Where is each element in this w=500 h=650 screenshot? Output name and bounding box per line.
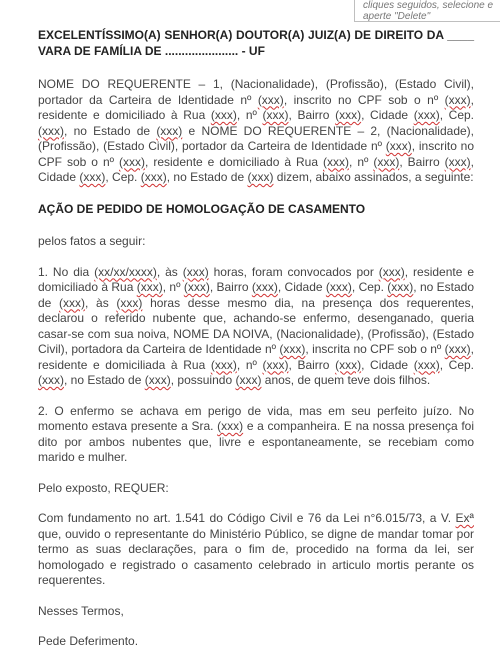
placeholder-field: (xxx) xyxy=(140,170,167,184)
placeholder-field: (xxx) xyxy=(325,280,352,294)
request-paragraph: Com fundamento no art. 1.541 do Código Civil e 76 da Lei n°6.015/73, a V. Exª que, ouvido o representante do Ministério Público, se digne de mandar tomar por termo as suas declarações, para o fim de, procedido na forma da lei, ser homologado e registrado o casamento celebrado in articulo mortis perante os requerentes. xyxy=(38,511,474,587)
placeholder-field: (xxx) xyxy=(136,280,163,294)
placeholder-field: (xx/xx/xxxx) xyxy=(94,264,157,279)
court-header: EXCELENTÍSSIMO(A) SENHOR(A) DOUTOR(A) JUIZ(A) DE DIREITO DA ____ VARA DE FAMÍLIA DE ...................... - UF xyxy=(38,28,474,58)
tooltip-line-2: aperte "Delete" xyxy=(363,11,431,22)
closing-terms: Nesses Termos, xyxy=(38,603,124,618)
placeholder-field: (xxx) xyxy=(385,139,412,153)
placeholder-field: (xxx) xyxy=(182,264,209,279)
placeholder-field: (xxx) xyxy=(444,92,471,107)
placeholder-field: (xxx) xyxy=(444,154,471,169)
placeholder-field: (xxx) xyxy=(38,373,64,387)
placeholder-field: (xxx) xyxy=(262,357,289,372)
placeholder-field: (xxx) xyxy=(378,264,405,279)
placeholder-field: (xxx) xyxy=(413,108,440,122)
petition-document xyxy=(38,28,474,650)
placeholder-field: (xxx) xyxy=(373,154,400,169)
applicants-paragraph: NOME DO REQUERENTE – 1, (Nacionalidade), (Profissão), (Estado Civil), portador da Carteira de Identidade nº (xxx), inscrito no CPF sob o nº (xxx), residente e domiciliado à Rua (xxx), nº (xxx), Bairro (xxx), Cidade (xxx), Cep. (xxx), no Estado de (xxx) e NOME DO REQUERENTE – 2, (Nacionalidade), (Profissão), (Estado Civil), portador da Carteira de Identidade nº (xxx), inscrito no CPF sob o nº (xxx), residente e domiciliado à Rua (xxx), nº (xxx), Bairro (xxx), Cidade (xxx), Cep. (xxx), no Estado de (xxx) dizem, abaixo assinados, a seguinte: xyxy=(38,77,475,184)
placeholder-field: (xxx) xyxy=(119,154,146,169)
placeholder-field: (xxx) xyxy=(144,373,171,387)
instruction-tooltip xyxy=(354,0,500,22)
placeholder-field: (xxx) xyxy=(59,295,86,310)
placeholder-field: (xxx) xyxy=(38,123,64,138)
tooltip-line-1: cliques seguidos, selecione e xyxy=(363,0,494,11)
placeholder-field: (xxx) xyxy=(183,280,210,294)
placeholder-field: (xxx) xyxy=(217,419,244,433)
placeholder-field: (xxx) xyxy=(251,280,278,294)
action-title: AÇÃO DE PEDIDO DE HOMOLOGAÇÃO DE CASAMENTO xyxy=(38,201,366,216)
fact-item-2: 2. O enfermo se achava em perigo de vida, mas em seu perfeito juízo. No momento estava presente a Sra. (xxx) e a companheira. E na nossa presença foi dito por ambos nubentes que, livre e espontaneamente, se recebiam como marido e mulher. xyxy=(38,403,475,464)
placeholder-field: (xxx) xyxy=(156,123,183,138)
placeholder-field: (xxx) xyxy=(444,342,471,356)
placeholder-field: (xxx) xyxy=(413,357,440,372)
placeholder-field: (xxx) xyxy=(387,280,414,294)
placeholder-field: (xxx) xyxy=(79,170,106,184)
placeholder-field: (xxx) xyxy=(210,108,237,122)
placeholder-field: (xxx) xyxy=(262,108,289,122)
fact-item-1: 1. No dia (xx/xx/xxxx), às (xxx) horas, foram convocados por (xxx), residente e domiciliado à Rua (xxx), nº (xxx), Bairro (xxx), Cidade (xxx), Cep. (xxx), no Estado de (xxx), às (xxx) horas desse mesmo dia, na presença dos requerentes, declarou o referido nubente que, achando-se enfermo, desenganado, queria casar-se com sua noiva, NOME DA NOIVA, (Nacionalidade), (Profissão), (Estado Civil), portadora da Carteira de Identidade nº (xxx), inscrita no CPF sob o nº (xxx), residente e domiciliada à Rua (xxx), nº (xxx), Bairro (xxx), Cidade (xxx), Cep. (xxx), no Estado de (xxx), possuindo (xxx) anos, de quem teve dois filhos. xyxy=(38,264,475,387)
placeholder-field: (xxx) xyxy=(323,154,349,169)
placeholder-field: (xxx) xyxy=(279,342,306,356)
request-intro: Pelo exposto, REQUER: xyxy=(38,480,169,495)
placeholder-field: (xxx) xyxy=(247,170,274,184)
placeholder-field: Exª xyxy=(455,511,474,525)
placeholder-field: (xxx) xyxy=(116,295,143,310)
placeholder-field: (xxx) xyxy=(335,108,362,122)
placeholder-field: (xxx) xyxy=(235,373,262,387)
facts-intro: pelos fatos a seguir: xyxy=(38,234,146,248)
closing-deferment: Pede Deferimento. xyxy=(38,634,139,648)
placeholder-field: (xxx) xyxy=(335,357,362,372)
placeholder-field: (xxx) xyxy=(210,357,237,372)
placeholder-field: (xxx) xyxy=(257,92,284,107)
